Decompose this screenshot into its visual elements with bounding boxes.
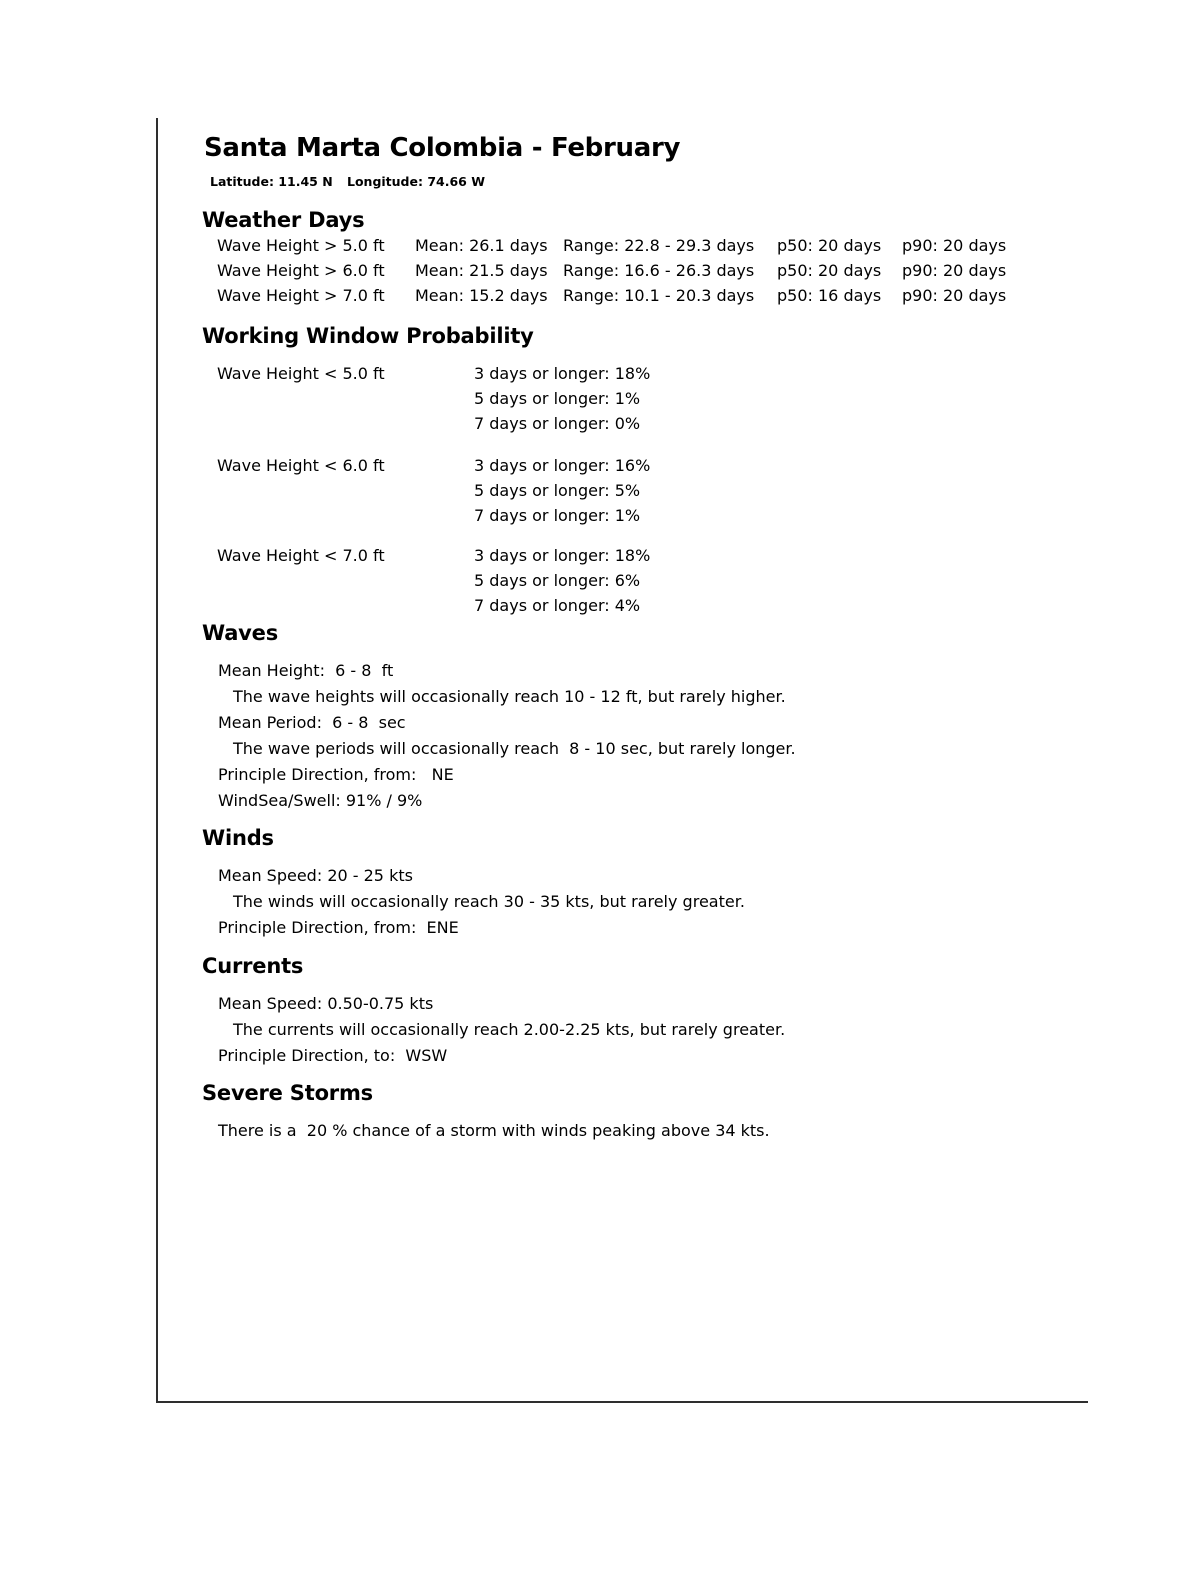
currents-note-line: The currents will occasionally reach 2.00-2.25 kts, but rarely greater. bbox=[233, 1020, 786, 1039]
wave-threshold-label: Wave Height > 5.0 ft bbox=[217, 236, 385, 255]
window-probability-line: 7 days or longer: 4% bbox=[474, 596, 641, 615]
window-probability-line: 5 days or longer: 1% bbox=[474, 389, 641, 408]
p50-days-value: p50: 16 days bbox=[777, 286, 882, 305]
wave-threshold-label: Wave Height < 5.0 ft bbox=[217, 364, 385, 383]
mean-days-value: Mean: 21.5 days bbox=[415, 261, 548, 280]
waves-mean-height-line: Mean Height: 6 - 8 ft bbox=[218, 661, 394, 680]
window-probability-line: 7 days or longer: 1% bbox=[474, 506, 641, 525]
currents-direction-line: Principle Direction, to: WSW bbox=[218, 1046, 448, 1065]
section-heading-currents: Currents bbox=[202, 954, 304, 978]
window-probability-line: 5 days or longer: 5% bbox=[474, 481, 641, 500]
waves-direction-line: Principle Direction, from: NE bbox=[218, 765, 454, 784]
mean-days-value: Mean: 15.2 days bbox=[415, 286, 548, 305]
section-heading-waves: Waves bbox=[202, 621, 279, 645]
longitude-value: Longitude: 74.66 W bbox=[347, 174, 486, 189]
window-probability-line: 3 days or longer: 18% bbox=[474, 364, 651, 383]
window-probability-line: 7 days or longer: 0% bbox=[474, 414, 641, 433]
range-days-value: Range: 22.8 - 29.3 days bbox=[563, 236, 755, 255]
range-days-value: Range: 16.6 - 26.3 days bbox=[563, 261, 755, 280]
window-probability-line: 3 days or longer: 18% bbox=[474, 546, 651, 565]
p50-days-value: p50: 20 days bbox=[777, 236, 882, 255]
range-days-value: Range: 10.1 - 20.3 days bbox=[563, 286, 755, 305]
wave-threshold-label: Wave Height > 7.0 ft bbox=[217, 286, 385, 305]
p90-days-value: p90: 20 days bbox=[902, 286, 1007, 305]
waves-period-note-line: The wave periods will occasionally reach 8 - 10 sec, but rarely longer. bbox=[233, 739, 796, 758]
waves-height-note-line: The wave heights will occasionally reach 10 - 12 ft, but rarely higher. bbox=[233, 687, 786, 706]
winds-note-line: The winds will occasionally reach 30 - 35 kts, but rarely greater. bbox=[233, 892, 745, 911]
section-heading-winds: Winds bbox=[202, 826, 274, 850]
currents-mean-speed-line: Mean Speed: 0.50-0.75 kts bbox=[218, 994, 434, 1013]
report-title: Santa Marta Colombia - February bbox=[204, 133, 681, 163]
winds-mean-speed-line: Mean Speed: 20 - 25 kts bbox=[218, 866, 413, 885]
waves-mean-period-line: Mean Period: 6 - 8 sec bbox=[218, 713, 406, 732]
p90-days-value: p90: 20 days bbox=[902, 236, 1007, 255]
wave-threshold-label: Wave Height < 7.0 ft bbox=[217, 546, 385, 565]
window-probability-line: 3 days or longer: 16% bbox=[474, 456, 651, 475]
wave-threshold-label: Wave Height < 6.0 ft bbox=[217, 456, 385, 475]
storm-chance-line: There is a 20 % chance of a storm with winds peaking above 34 kts. bbox=[218, 1121, 770, 1140]
mean-days-value: Mean: 26.1 days bbox=[415, 236, 548, 255]
p90-days-value: p90: 20 days bbox=[902, 261, 1007, 280]
winds-direction-line: Principle Direction, from: ENE bbox=[218, 918, 459, 937]
section-heading-severe-storms: Severe Storms bbox=[202, 1081, 373, 1105]
wave-threshold-label: Wave Height > 6.0 ft bbox=[217, 261, 385, 280]
window-probability-line: 5 days or longer: 6% bbox=[474, 571, 641, 590]
page-frame bbox=[156, 118, 1088, 1403]
section-heading-working-window: Working Window Probability bbox=[202, 324, 534, 348]
latitude-value: Latitude: 11.45 N bbox=[210, 174, 333, 189]
waves-windsea-swell-line: WindSea/Swell: 91% / 9% bbox=[218, 791, 423, 810]
section-heading-weather-days: Weather Days bbox=[202, 208, 365, 232]
p50-days-value: p50: 20 days bbox=[777, 261, 882, 280]
